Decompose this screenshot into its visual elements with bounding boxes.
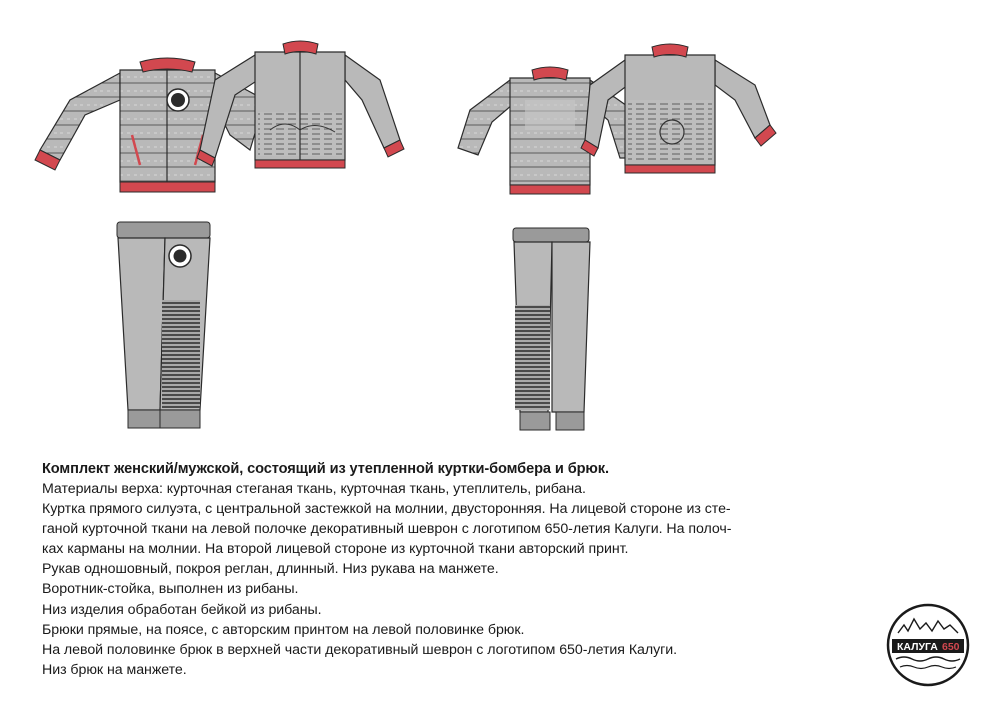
- description-line: Брюки прямые, на поясе, с авторским принтом на левой половинке брюк.: [42, 621, 525, 638]
- description-line: Низ изделия обработан бейкой из рибаны.: [42, 601, 322, 618]
- description-line: ганой курточной ткани на левой полочке декоративный шеврон с логотипом 650-летия Калуги. На полоч-: [42, 521, 732, 538]
- description-line: Рукав одношовный, покроя реглан, длинный. Низ рукава на манжете.: [42, 561, 499, 578]
- description-line: Куртка прямого силуэта, с центральной застежкой на молнии, двусторонняя. На лицевой стороне из сте-: [42, 501, 731, 518]
- description-line: На левой половинке брюк в верхней части декоративный шеврон с логотипом 650-летия Калуги.: [42, 641, 678, 658]
- kaluga-650-logo: [886, 603, 970, 687]
- description-line: ках карманы на молнии. На второй лицевой стороне из курточной ткани авторский принт.: [42, 541, 629, 558]
- description-line: Низ брюк на манжете.: [42, 661, 187, 678]
- description-line: Материалы верха: курточная стеганая ткань, курточная ткань, утеплитель, рибана.: [42, 481, 586, 497]
- pants-back: [513, 228, 590, 430]
- description-line: Воротник-стойка, выполнен из рибаны.: [42, 581, 299, 598]
- jacket-front-print: [197, 41, 404, 168]
- logo-number: 650: [942, 641, 960, 653]
- logo-text: КАЛУГА: [897, 641, 938, 653]
- description-title: Комплект женский/мужской, состоящий из утепленной куртки-бомбера и брюк.: [42, 461, 609, 477]
- product-description: [42, 459, 842, 680]
- pants-front: [117, 222, 210, 428]
